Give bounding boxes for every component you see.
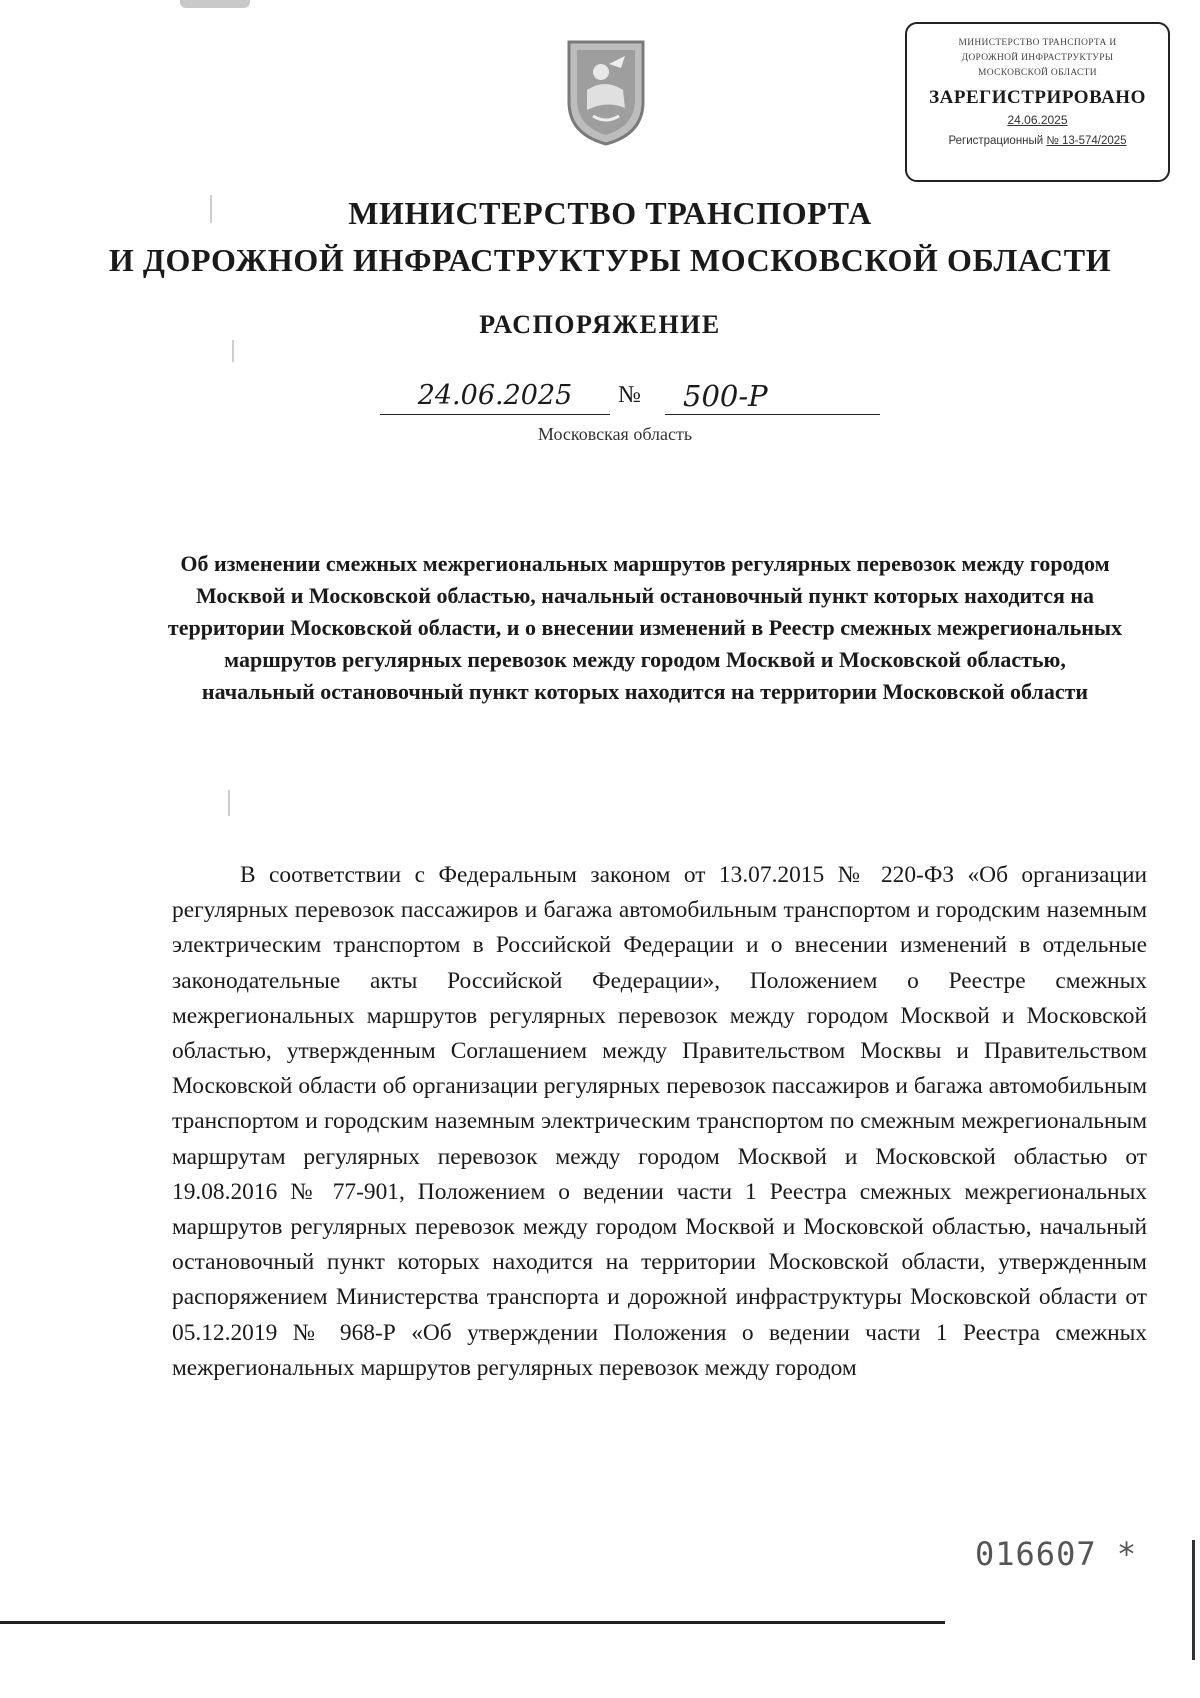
stamp-reg-label: Регистрационный (948, 135, 1044, 147)
stamp-org-line: МОСКОВСКОЙ ОБЛАСТИ (978, 68, 1097, 78)
stamp-date: 24.06.2025 (1007, 113, 1068, 127)
scan-artifact (228, 790, 230, 816)
handwritten-number: 500-Р (665, 378, 880, 415)
handwritten-date: 24.06.2025 (380, 378, 610, 415)
ministry-line: МИНИСТЕРСТВО ТРАНСПОРТА (348, 195, 872, 231)
stamp-registration (907, 135, 1168, 147)
number-label: № (618, 382, 641, 408)
document-type: РАСПОРЯЖЕНИЕ (479, 310, 721, 339)
registration-stamp (905, 22, 1170, 182)
stamp-reg-number: № 13-574/2025 (1046, 135, 1127, 147)
stamp-org-line: МИНИСТЕРСТВО ТРАНСПОРТА И (958, 38, 1117, 48)
ministry-name (90, 190, 1130, 284)
ministry-line: И ДОРОЖНОЙ ИНФРАСТРУКТУРЫ МОСКОВСКОЙ ОБЛАСТИ (108, 242, 1112, 278)
scan-right-edge (1192, 1540, 1195, 1660)
document-code: 016607 * (975, 1535, 1138, 1573)
scan-artifact (232, 340, 234, 362)
date-number-line (380, 378, 900, 418)
stamp-org-line: ДОРОЖНОЙ ИНФРАСТРУКТУРЫ (961, 53, 1114, 63)
coat-of-arms-icon (565, 38, 647, 148)
body-paragraph: В соответствии с Федеральным законом от 13.07.2015 № 220-ФЗ «Об организации регулярных перевозок пассажиров и багажа автомобильным транспортом и городским наземным электрическим транспортом в Российской Федерации и о внесении изменений в отдельные законодательные акты Российской Федерации», Положением о Реестре смежных межрегиональных маршрутов регулярных перевозок между городом Москвой и Московской областью, утвержденным Соглашением между Правительством Москвы и Правительством Московской области об организации регулярных перевозок пассажиров и багажа автомобильным транспортом и городским наземным электрическим транспортом по смежным межрегиональным маршрутам регулярных перевозок между городом Москвой и Московской областью от 19.08.2016 № 77-901, Положением о ведении части 1 Реестра смежных межрегиональных маршрутов регулярных перевозок между городом Москвой и Московской областью, начальный остановочный пункт которых находится на территории Московской области, утвержденным распоряжением Министерства транспорта и дорожной инфраструктуры Московской области от 05.12.2019 № 968-Р «Об утверждении Положения о ведении части 1 Реестра смежных межрегиональных маршрутов регулярных перевозок между городом (172, 862, 1147, 1381)
place-of-issue: Московская область (537, 424, 693, 444)
stamp-status: ЗАРЕГИСТРИРОВАНО (929, 87, 1146, 108)
scan-artifact (180, 0, 250, 8)
scan-bottom-line (0, 1621, 945, 1624)
document-subject: Об изменении смежных межрегиональных маршрутов регулярных перевозок между городом Москвой и Московской областью, начальный остановочный пункт которых находится на территории Московской области, и о внесении изменений в Реестр смежных межрегиональных маршрутов регулярных перевозок между городом Москвой и Московской областью, начальный остановочный пункт которых находится на территории Московской области (167, 551, 1123, 704)
